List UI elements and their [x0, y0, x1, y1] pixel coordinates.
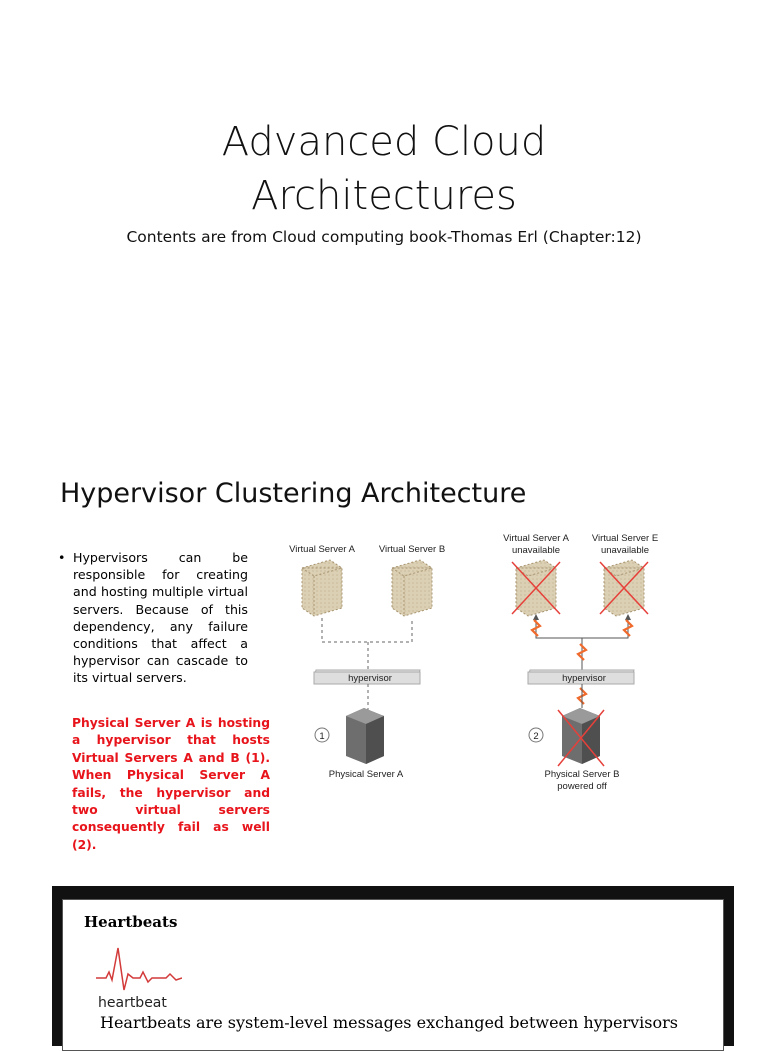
panel1-vs-a-label: Virtual Server A: [289, 544, 355, 555]
panel-2: [503, 533, 658, 792]
heartbeat-icon-label: heartbeat: [98, 995, 167, 1011]
panel1-vs-b-label: Virtual Server B: [378, 544, 446, 555]
panel1-hypervisor: [314, 670, 420, 710]
panel2-vs-b-label-2: unavailable: [600, 545, 650, 556]
title-line-2: Architectures: [251, 173, 517, 219]
panel2-step-badge: [529, 728, 543, 742]
bullet-dot-icon: •: [58, 550, 66, 565]
panel1-step-badge: [315, 728, 329, 742]
bullet-text: Hypervisors can be responsible for creating and hosting multiple virtual servers. Because of this dependency, any failure conditions that affect a hypervisor can cascade to its virtual servers.: [73, 550, 248, 686]
hypervisor-clustering-diagram: [280, 530, 670, 805]
panel1-hypervisor-label: hypervisor: [348, 673, 392, 684]
heartbeat-icon: [96, 942, 182, 994]
slide-title: [0, 115, 768, 223]
title-slide: [0, 0, 768, 430]
panel2-physical-label-2: powered off: [557, 781, 607, 792]
panel1-physical-server-icon: [346, 708, 384, 764]
slide-subtitle: Contents are from Cloud computing book-Thomas Erl (Chapter:12): [126, 228, 642, 246]
panel1-virtual-server-a-icon: [302, 560, 342, 616]
panel2-vs-a-label-1: Virtual Server A: [503, 533, 569, 544]
panel2-physical-server-icon: [562, 708, 600, 764]
panel2-physical-label-1: Physical Server B: [544, 769, 620, 780]
heartbeat-title: Heartbeats: [84, 913, 178, 931]
section-title: Hypervisor Clustering Architecture: [60, 478, 527, 509]
bullet-item: [58, 549, 248, 687]
panel-1: [289, 544, 445, 780]
heartbeat-text: Heartbeats are system-level messages exchanged between hypervisors: [100, 1013, 678, 1032]
panel2-vs-b-label-1: Virtual Server E: [591, 533, 659, 544]
highlight-text: Physical Server A is hosting a hypervisor that hosts Virtual Servers A and B (1). When Physical Server A fails, the hypervisor and two virtual servers consequently fail as well (2).: [72, 716, 270, 852]
panel2-step-number: 2: [533, 731, 539, 742]
panel2-vs-a-label-2: unavailable: [511, 545, 561, 556]
title-line-1: Advanced Cloud: [221, 119, 547, 165]
panel1-step-number: 1: [319, 731, 325, 742]
panel2-hypervisor-label: hypervisor: [562, 673, 606, 684]
panel1-virtual-server-b-icon: [392, 560, 432, 616]
panel1-physical-label: Physical Server A: [328, 769, 404, 780]
